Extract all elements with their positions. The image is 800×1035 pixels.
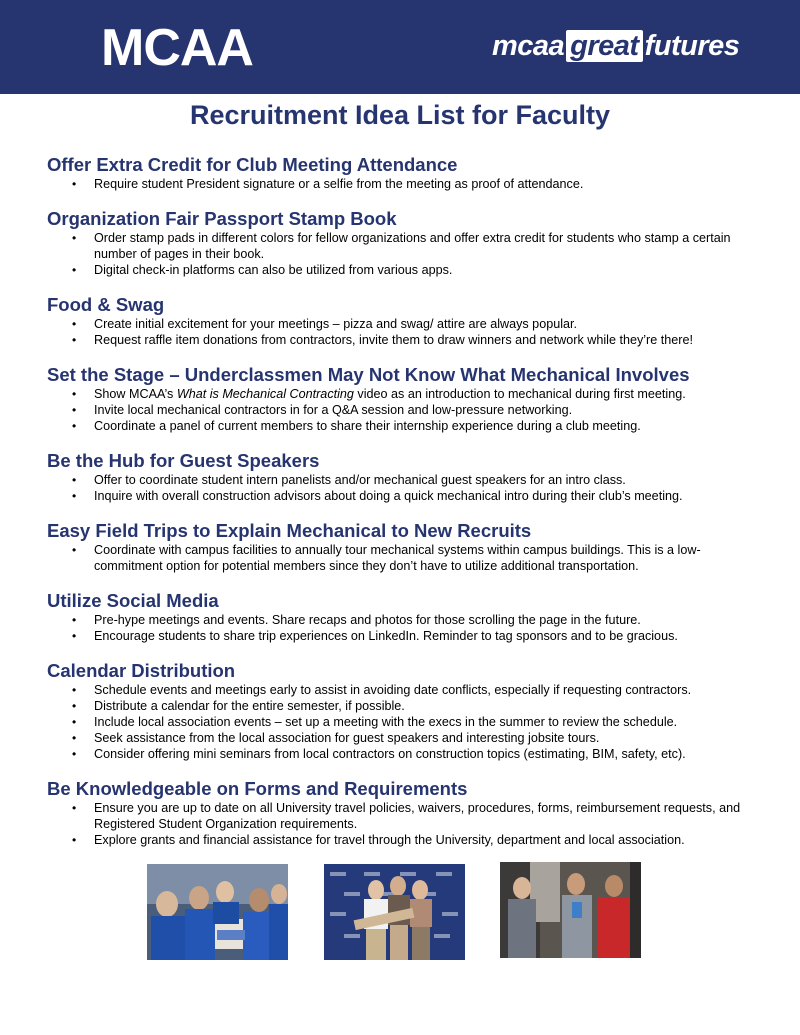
bullet-list bbox=[47, 542, 747, 574]
networking-photo bbox=[500, 862, 641, 958]
logo-part-great: great bbox=[566, 30, 642, 62]
section-heading: Easy Field Trips to Explain Mechanical to New Recruits bbox=[47, 520, 532, 541]
section-heading: Utilize Social Media bbox=[47, 590, 219, 611]
list-item: • Schedule events and meetings early to assist in avoiding date conflicts, especially if requesting contractors. bbox=[47, 682, 747, 698]
bullet-list bbox=[47, 176, 747, 192]
photo-strip bbox=[0, 864, 800, 960]
list-item: • Coordinate with campus facilities to annually tour mechanical systems within campus buildings. This is a low-commitment option for potential members since they don’t have to utilize additional transportation. bbox=[47, 542, 747, 574]
bullet-list bbox=[47, 682, 747, 762]
section-extra-credit bbox=[47, 154, 747, 192]
section-heading: Be Knowledgeable on Forms and Requirements bbox=[47, 778, 468, 799]
list-item: • Coordinate a panel of current members to share their internship experience during a club meeting. bbox=[47, 418, 747, 434]
section-forms-requirements bbox=[47, 778, 747, 848]
video-title: What is Mechanical Contracting bbox=[176, 387, 354, 401]
bullet-list bbox=[47, 316, 747, 348]
bullet-list bbox=[47, 612, 747, 644]
list-item: • Order stamp pads in different colors for fellow organizations and offer extra credit for students who stamp a certain number of pages in their book. bbox=[47, 230, 747, 262]
list-item: • Request raffle item donations from contractors, invite them to draw winners and network while they’re there! bbox=[47, 332, 747, 348]
section-calendar bbox=[47, 660, 747, 762]
list-item: • Offer to coordinate student intern panelists and/or mechanical guest speakers for an intro class. bbox=[47, 472, 747, 488]
list-item: • Consider offering mini seminars from local contractors on construction topics (estimating, BIM, safety, etc). bbox=[47, 746, 747, 762]
section-heading: Set the Stage – Underclassmen May Not Know What Mechanical Involves bbox=[47, 364, 690, 385]
bullet-list bbox=[47, 386, 747, 434]
section-heading: Offer Extra Credit for Club Meeting Attendance bbox=[47, 154, 458, 175]
list-item bbox=[47, 386, 747, 402]
section-heading: Food & Swag bbox=[47, 294, 165, 315]
students-table-photo bbox=[147, 864, 288, 960]
section-social-media bbox=[47, 590, 747, 644]
list-item: • Explore grants and financial assistance for travel through the University, department and local association. bbox=[47, 832, 747, 848]
logo-part-mcaa: mcaa bbox=[492, 30, 565, 62]
list-item: • Digital check-in platforms can also be utilized from various apps. bbox=[47, 262, 747, 278]
section-heading: Be the Hub for Guest Speakers bbox=[47, 450, 320, 471]
group-backdrop-photo bbox=[324, 864, 465, 960]
list-item: • Pre-hype meetings and events. Share recaps and photos for those scrolling the page in the future. bbox=[47, 612, 747, 628]
section-guest-speakers bbox=[47, 450, 747, 504]
idea-list bbox=[47, 154, 747, 864]
section-set-the-stage bbox=[47, 364, 747, 434]
list-item: • Seek assistance from the local association for guest speakers and interesting jobsite tours. bbox=[47, 730, 747, 746]
section-field-trips bbox=[47, 520, 747, 574]
section-heading: Calendar Distribution bbox=[47, 660, 236, 681]
bullet-list bbox=[47, 472, 747, 504]
bullet-list bbox=[47, 230, 747, 278]
item-text: Show MCAA’s bbox=[94, 387, 177, 401]
section-food-swag bbox=[47, 294, 747, 348]
list-item: • Create initial excitement for your meetings – pizza and swag/ attire are always popular. bbox=[47, 316, 747, 332]
list-item: • Inquire with overall construction advisors about doing a quick mechanical intro during their club’s meeting. bbox=[47, 488, 747, 504]
list-item: • Include local association events – set up a meeting with the execs in the summer to review the schedule. bbox=[47, 714, 747, 730]
item-text: video as an introduction to mechanical during first meeting. bbox=[353, 387, 686, 401]
mcaa-great-futures-logo bbox=[492, 26, 739, 66]
header-banner bbox=[0, 0, 800, 94]
section-passport-stamp bbox=[47, 208, 747, 278]
list-item: • Distribute a calendar for the entire semester, if possible. bbox=[47, 698, 747, 714]
section-heading: Organization Fair Passport Stamp Book bbox=[47, 208, 397, 229]
list-item: • Require student President signature or a selfie from the meeting as proof of attendance. bbox=[47, 176, 747, 192]
page-title: Recruitment Idea List for Faculty bbox=[189, 100, 611, 130]
list-item: • Encourage students to share trip experiences on LinkedIn. Reminder to tag sponsors and to be gracious. bbox=[47, 628, 747, 644]
list-item: • Invite local mechanical contractors in for a Q&A session and low-pressure networking. bbox=[47, 402, 747, 418]
bullet-list bbox=[47, 800, 747, 848]
list-item: • Ensure you are up to date on all University travel policies, waivers, procedures, forms, reimbursement requests, and Registered Student Organization requirements. bbox=[47, 800, 747, 832]
logo-part-futures: futures bbox=[644, 30, 740, 62]
mcaa-logo: MCAA bbox=[101, 19, 253, 77]
